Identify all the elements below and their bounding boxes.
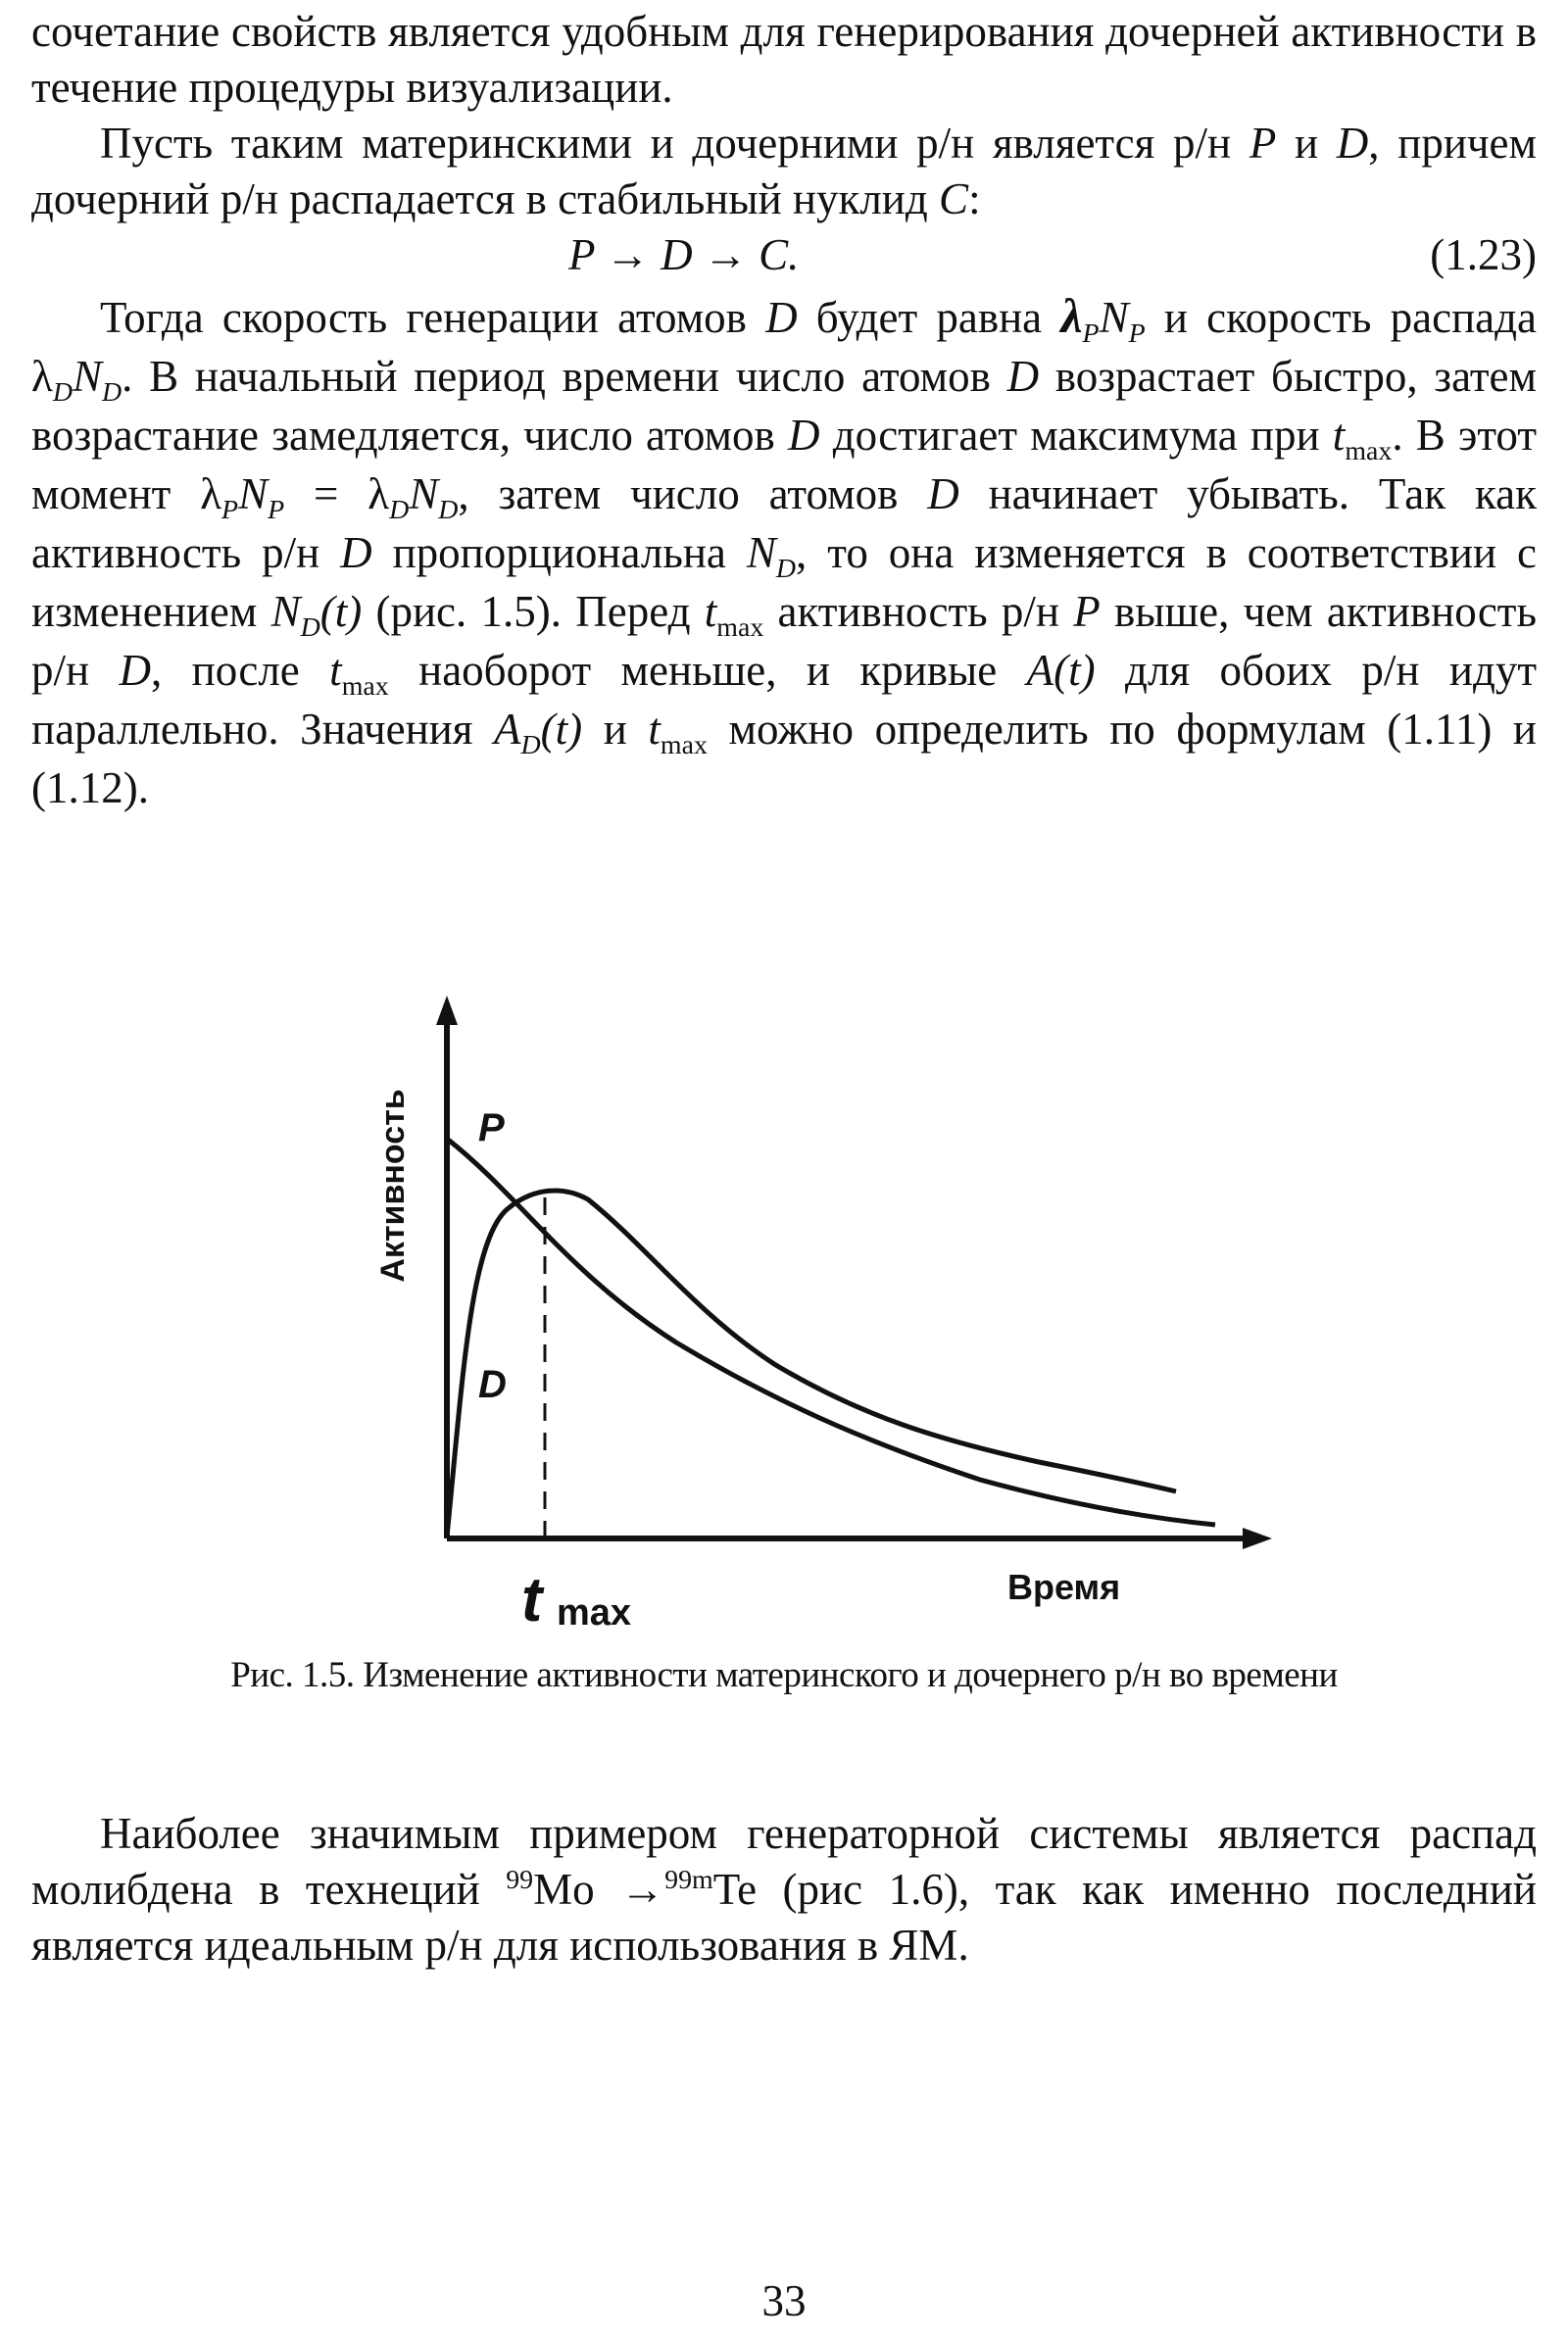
curve-p-label: P (478, 1106, 505, 1149)
equation-row (31, 227, 1537, 286)
curve-p (447, 1139, 1215, 1525)
page-number: 33 (761, 2276, 807, 2325)
curve-d-label: D (478, 1363, 507, 1406)
main-text (31, 4, 1537, 817)
x-axis-arrow (1243, 1528, 1272, 1549)
figure-caption: Рис. 1.5. Изменение активности материнского и дочернего р/н во времени (230, 1655, 1338, 1695)
y-axis-label: Активность (374, 1089, 412, 1283)
activity-time-figure (353, 990, 1294, 1636)
equation-number: (1.23) (1430, 230, 1537, 279)
paragraph-3: Тогда скорость генерации атомов D будет равна $\lambda_PN_P$ и скорость распада $\lambda_DN_D$. В начальный период времени число атомов D возрастает быстро, затем возрастание замедляется, число атомов D достигает максимума при $t_{max}$. В этот момент $\lambda_PN_P = \lambda_DN_D$, затем число атомов D начинает убывать. Так как активность р/н D пропорциональна $N_D$, то она изменяется в соответствии с изменением $N_D(t)$ (рис. 1.5). Перед $t_{max}$ активность р/н P выше, чем активность р/н D, после $t_{max}$ наоборот меньше, и кривые A(t) для обоих р/н идут параллельно. Значения $A_D(t)$ и $t_{max}$ можно определить по формулам (1.11) и (1.12). (31, 288, 1538, 812)
equation-formula: P → D → C. (568, 230, 800, 279)
paragraph-2: Пусть таким материнскими и дочерними р/н является р/н P и D, причем дочерний р/н распадается в стабильный нуклид C: (31, 119, 1537, 223)
paragraph-4: Наиболее значимым примером генераторной системы является распад молибдена в технеций $^{99}$Mo →$^{99m}$Te (рис 1.6), так как именно последний является идеальным р/н для использования в ЯМ. (31, 1809, 1537, 1970)
x-axis-label: Время (1007, 1567, 1121, 1607)
paragraph-1: сочетание свойств является удобным для генерирования дочерней активности в течение процедуры визуализации. (31, 7, 1537, 112)
tmax-t-label: t (521, 1564, 543, 1635)
tmax-sub-label: max (557, 1592, 632, 1634)
y-axis-arrow (436, 996, 458, 1025)
